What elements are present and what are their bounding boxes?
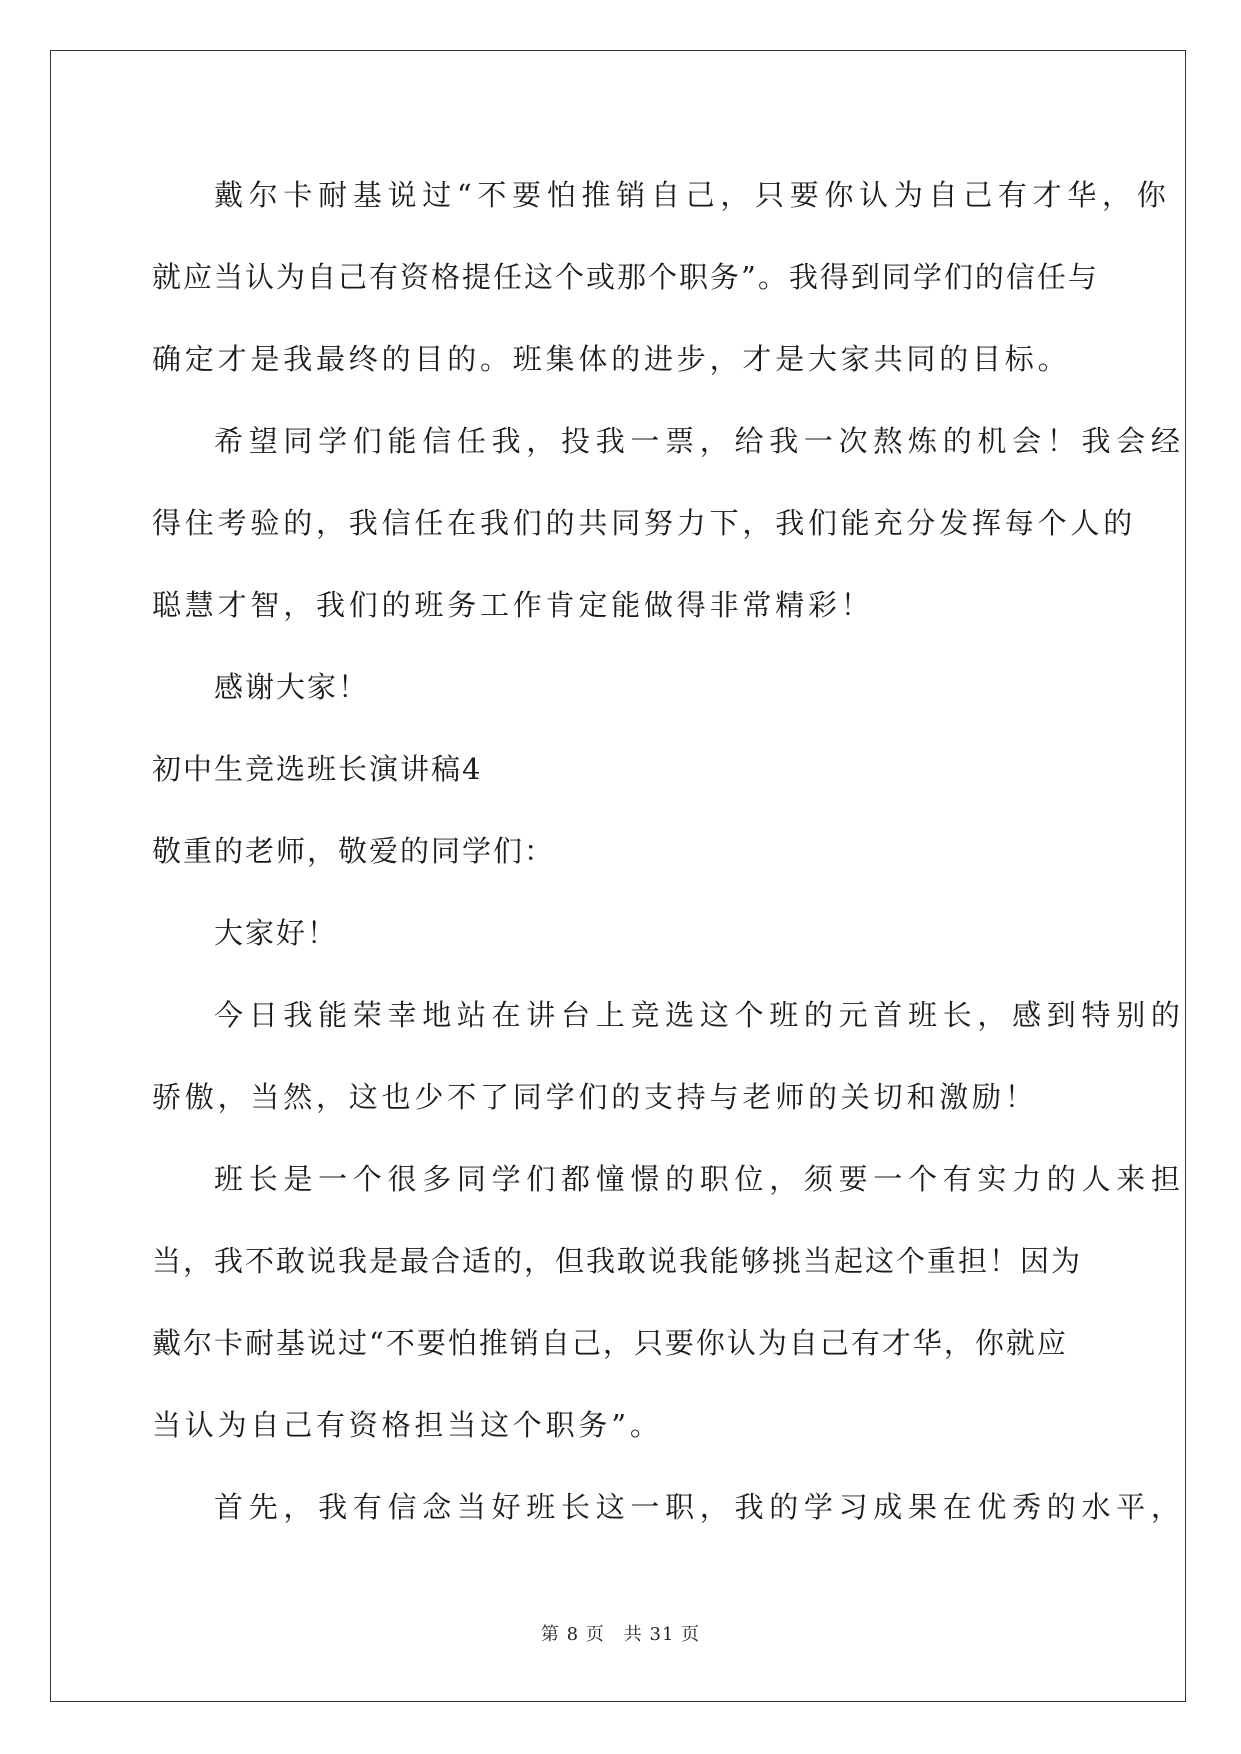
paragraph-line: 当，我不敢说我是最合适的，但我敢说我能够挑当起这个重担！因为 xyxy=(152,1244,1083,1278)
paragraph-line: 得住考验的，我信任在我们的共同努力下，我们能充分发挥每个人的 xyxy=(152,506,1137,540)
paragraph-line: 确定才是我最终的目的。班集体的进步，才是大家共同的目标。 xyxy=(152,342,1071,376)
paragraph-line: 戴尔卡耐基说过“不要怕推销自己，只要你认为自己有才华，你 xyxy=(214,178,1172,212)
document-body xyxy=(152,154,1186,1548)
paragraph-line: 聪慧才智，我们的班务工作肯定能做得非常精彩！ xyxy=(152,588,874,622)
salutation: 敬重的老师，敬爱的同学们： xyxy=(152,834,556,868)
section-heading: 初中生竞选班长演讲稿4 xyxy=(152,752,483,786)
paragraph-line: 班长是一个很多同学们都憧憬的职位，须要一个有实力的人来担 xyxy=(214,1162,1186,1196)
paragraph-line: 感谢大家！ xyxy=(214,670,370,704)
page-number: 第 8 页 共 31 页 xyxy=(540,1624,701,1645)
paragraph-line: 首先，我有信念当好班长这一职，我的学习成果在优秀的水平， xyxy=(214,1490,1186,1524)
paragraph-line: 骄傲，当然，这也少不了同学们的支持与老师的关切和激励！ xyxy=(152,1080,1038,1114)
paragraph-line: 希望同学们能信任我，投我一票，给我一次熬炼的机会！我会经 xyxy=(214,424,1186,458)
paragraph-line: 今日我能荣幸地站在讲台上竞选这个班的元首班长，感到特别的 xyxy=(214,998,1186,1032)
greeting: 大家好！ xyxy=(214,916,339,950)
paragraph-line: 就应当认为自己有资格提任这个或那个职务”。我得到同学们的信任与 xyxy=(152,260,1099,294)
paragraph-line: 当认为自己有资格担当这个职务”。 xyxy=(152,1408,663,1442)
paragraph-line: 戴尔卡耐基说过“不要怕推销自己，只要你认为自己有才华，你就应 xyxy=(152,1326,1068,1360)
